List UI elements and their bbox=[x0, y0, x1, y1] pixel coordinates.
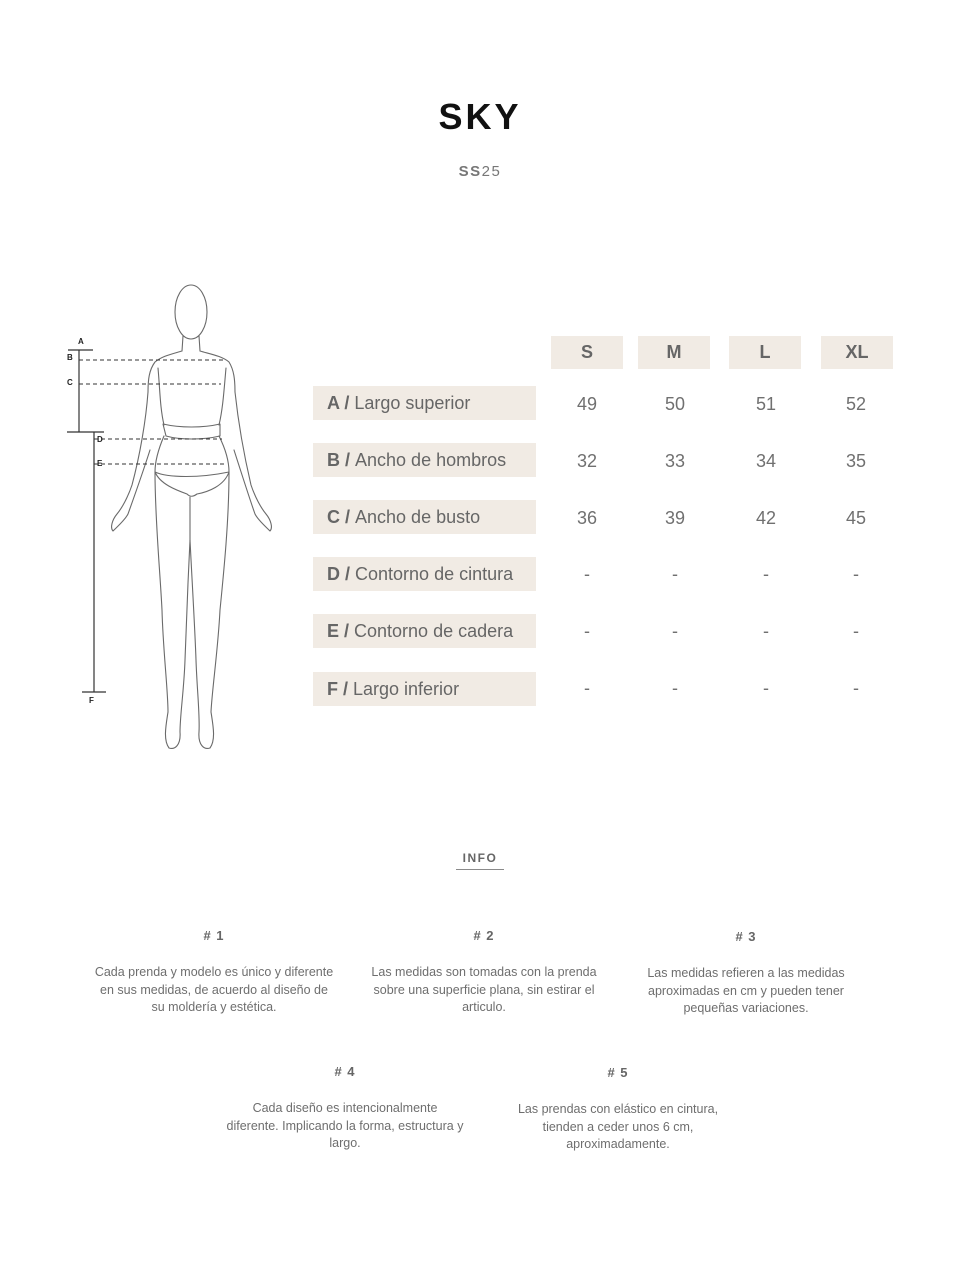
cell-e-l: - bbox=[763, 620, 769, 641]
cell-b-l: 34 bbox=[755, 450, 777, 471]
marker-e: E bbox=[97, 459, 103, 468]
cell-d-xl: - bbox=[853, 563, 859, 584]
row-letter: E / bbox=[327, 620, 350, 641]
note-number: # 3 bbox=[735, 929, 757, 944]
info-note-3 bbox=[626, 929, 866, 1018]
cell-e-xl: - bbox=[853, 620, 859, 641]
row-label-c bbox=[313, 500, 536, 534]
cell-f-xl: - bbox=[853, 677, 859, 698]
row-label-text: Largo superior bbox=[354, 392, 471, 413]
row-label-text: Ancho de hombros bbox=[355, 449, 507, 470]
cell-a-xl: 52 bbox=[845, 393, 867, 414]
row-label-f bbox=[313, 672, 536, 706]
row-label-text: Ancho de busto bbox=[355, 506, 481, 527]
size-header-m: M bbox=[638, 336, 710, 369]
row-label-e bbox=[313, 614, 536, 648]
row-label-text: Largo inferior bbox=[353, 678, 460, 699]
row-letter: C / bbox=[327, 506, 351, 527]
info-note-4 bbox=[225, 1064, 465, 1153]
row-label-d bbox=[313, 557, 536, 591]
season-prefix: SS bbox=[458, 163, 482, 180]
row-label-a bbox=[313, 386, 536, 420]
row-letter: B / bbox=[327, 449, 351, 470]
mannequin-figure bbox=[60, 280, 290, 760]
season-year: 25 bbox=[481, 163, 502, 180]
info-note-2 bbox=[364, 928, 604, 1017]
cell-d-l: - bbox=[763, 563, 769, 584]
page-title: SKY bbox=[438, 96, 522, 137]
marker-c: C bbox=[67, 378, 73, 387]
cell-a-s: 49 bbox=[576, 393, 598, 414]
note-text: Las medidas refieren a las medidas aproximadas en cm y pueden tener pequeñas variaciones. bbox=[647, 966, 845, 1015]
cell-d-m: - bbox=[672, 563, 678, 584]
cell-c-m: 39 bbox=[664, 507, 686, 528]
size-header-xl: XL bbox=[821, 336, 893, 369]
marker-d: D bbox=[97, 435, 103, 444]
cell-b-m: 33 bbox=[664, 450, 686, 471]
cell-b-s: 32 bbox=[576, 450, 598, 471]
cell-a-l: 51 bbox=[755, 393, 777, 414]
row-letter: D / bbox=[327, 563, 351, 584]
note-text: Cada prenda y modelo es único y diferente en sus medidas, de acuerdo al diseño de su moldería y estética. bbox=[94, 965, 334, 1014]
cell-f-m: - bbox=[672, 677, 678, 698]
info-underline bbox=[456, 869, 504, 870]
note-number: # 4 bbox=[334, 1064, 356, 1079]
size-header-l: L bbox=[729, 336, 801, 369]
cell-f-s: - bbox=[584, 677, 590, 698]
row-label-text: Contorno de cintura bbox=[355, 563, 514, 584]
cell-a-m: 50 bbox=[664, 393, 686, 414]
marker-a: A bbox=[78, 337, 84, 346]
size-header-s: S bbox=[551, 336, 623, 369]
note-text: Las prendas con elástico en cintura, tienden a ceder unos 6 cm, aproximadamente. bbox=[517, 1102, 719, 1151]
cell-e-m: - bbox=[672, 620, 678, 641]
note-number: # 2 bbox=[473, 928, 495, 943]
row-label-b bbox=[313, 443, 536, 477]
cell-c-l: 42 bbox=[755, 507, 777, 528]
note-text: Cada diseño es intencionalmente diferente. Implicando la forma, estructura y largo. bbox=[226, 1101, 464, 1150]
row-letter: F / bbox=[327, 678, 348, 699]
note-number: # 1 bbox=[203, 928, 225, 943]
info-note-1 bbox=[94, 928, 334, 1017]
cell-c-s: 36 bbox=[576, 507, 598, 528]
note-text: Las medidas son tomadas con la prenda sobre una superficie plana, sin estirar el articulo. bbox=[371, 965, 597, 1014]
info-title: INFO bbox=[462, 851, 498, 865]
cell-b-xl: 35 bbox=[845, 450, 867, 471]
row-letter: A / bbox=[327, 392, 350, 413]
season-label bbox=[0, 163, 960, 180]
cell-d-s: - bbox=[584, 563, 590, 584]
cell-c-xl: 45 bbox=[845, 507, 867, 528]
marker-f: F bbox=[89, 696, 94, 705]
note-number: # 5 bbox=[607, 1065, 629, 1080]
cell-f-l: - bbox=[763, 677, 769, 698]
cell-e-s: - bbox=[584, 620, 590, 641]
info-note-5 bbox=[498, 1065, 738, 1154]
row-label-text: Contorno de cadera bbox=[354, 620, 514, 641]
marker-b: B bbox=[67, 353, 73, 362]
